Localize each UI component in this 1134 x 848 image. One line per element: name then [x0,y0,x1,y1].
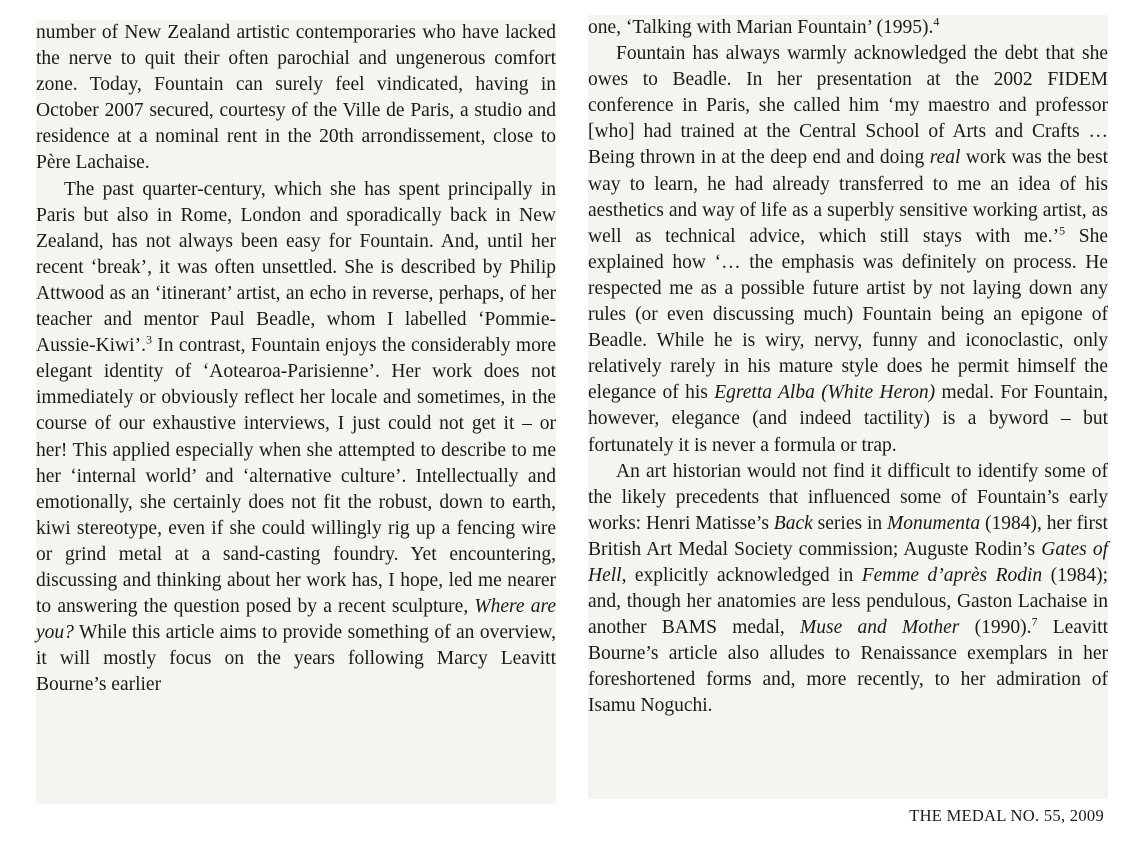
footnote-marker: 3 [145,332,152,347]
left-text-column [36,20,556,804]
paragraph-text: number of New Zealand artistic contemporaries who have lacked the nerve to quit their often parochial and ungenerous comfort zone. Today, Fountain can surely feel vindicated, having in October 2007 secured, courtesy of the Ville de Paris, a studio and residence at a nominal rent in the 20th arrondissement, close to Père Lachaise. [36,22,556,174]
paragraph [36,20,556,177]
paragraph-text: In contrast, Fountain enjoys the considerably more elegant identity of ‘Aotearoa-Parisienne’. Her work does not immediately or obviously reflect her locale and sometimes, in the course of our exhaustive interviews, I just could not get it – or her! This applied especially when she attempted to describe to me her ‘internal world’ and ‘alternative culture’. Intellectually and emotionally, she certainly does not fit the robust, down to earth, kiwi stereotype, even if she could willingly rig up a fencing wire or grind metal at a sand-casting foundry. Yet encountering, discussing and thinking about her work has, I hope, led me nearer to answering the question posed by a recent sculpture, [36,335,556,618]
paragraph [588,41,1108,459]
paragraph-text: work was the best way to learn, he had already transferred to me an idea of his aesthetics and way of life as a superbly sensitive working artist, as well as technical advice, which still stays with me.’ [588,147,1108,247]
paragraph [588,15,1108,41]
paragraph-text: She explained how ‘… the emphasis was definitely on process. He respected me as a possible future artist by not laying down any rules (or even discussing much) Fountain being an epigone of Beadle. While he is wiry, nervy, funny and iconoclastic, only relatively rarely in his mature style does he permit himself the elegance of his [588,225,1108,404]
footnote-marker: 7 [1031,614,1038,629]
artwork-title: Femme d’après Rodin [861,564,1043,586]
paragraph-text: The past quarter-century, which she has spent principally in Paris but also in Rome, London and sporadically back in New Zealand, has not always been easy for Fountain. And, until her recent ‘break’, it was often unsettled. She is described by Philip Attwood as an ‘itinerant’ artist, an echo in reverse, perhaps, of her teacher and mentor Paul Beadle, whom I labelled ‘Pommie-Aussie-Kiwi’. [36,178,556,357]
page-footer [909,806,1104,826]
publication-citation: THE MEDAL NO. 55, 2009 [909,806,1104,825]
paragraph-text: Leavitt Bourne’s article also alludes to Renaissance exemplars in her foreshortened forms and, more recently, to her admiration of Isamu Noguchi. [588,617,1108,717]
footnote-marker: 4 [933,14,940,29]
artwork-title: Muse and Mother [800,617,960,639]
paragraph-text: (1984); and, though her anatomies are less pendulous, Gaston Lachaise in another BAMS medal, [588,564,1109,639]
paragraph-text: While this article aims to provide something of an overview, it will mostly focus on the years following Marcy Leavitt Bourne’s earlier [36,622,556,696]
paragraph-text: (1990). [959,617,1032,639]
paragraph-text: (1984), her first British Art Medal Society commission; Auguste Rodin’s [588,512,1108,560]
paragraph-text: An art historian would not find it difficult to identify some of the likely precedents that influenced some of Fountain’s early works: Henri Matisse’s [588,460,1108,534]
paragraph-text: series in [812,512,887,534]
artwork-title: Where are you? [36,596,556,644]
paragraph-text: one, ‘Talking with Marian Fountain’ (1995). [588,17,934,38]
artwork-title: Egretta Alba (White Heron) [714,382,936,404]
artwork-title: Back [773,512,813,534]
right-text-column [588,15,1108,799]
emphasis-text: real [929,147,961,169]
paragraph-text: medal. For Fountain, however, elegance (and indeed tactility) is a byword – but fortunately it is never a formula or trap. [588,382,1108,456]
footnote-marker: 5 [1059,223,1066,238]
paragraph [588,459,1108,720]
artwork-title: Monumenta [887,512,981,534]
paragraph-text: Fountain has always warmly acknowledged the debt that she owes to Beadle. In her presentation at the 2002 FIDEM conference in Paris, she called him ‘my maestro and professor [who] had trained at the Central School of Arts and Crafts … Being thrown in at the deep end and doing [588,43,1108,169]
artwork-title: Gates of Hell [588,538,1108,586]
paragraph [36,177,556,699]
paragraph-text: , explicitly acknowledged in [621,564,862,586]
